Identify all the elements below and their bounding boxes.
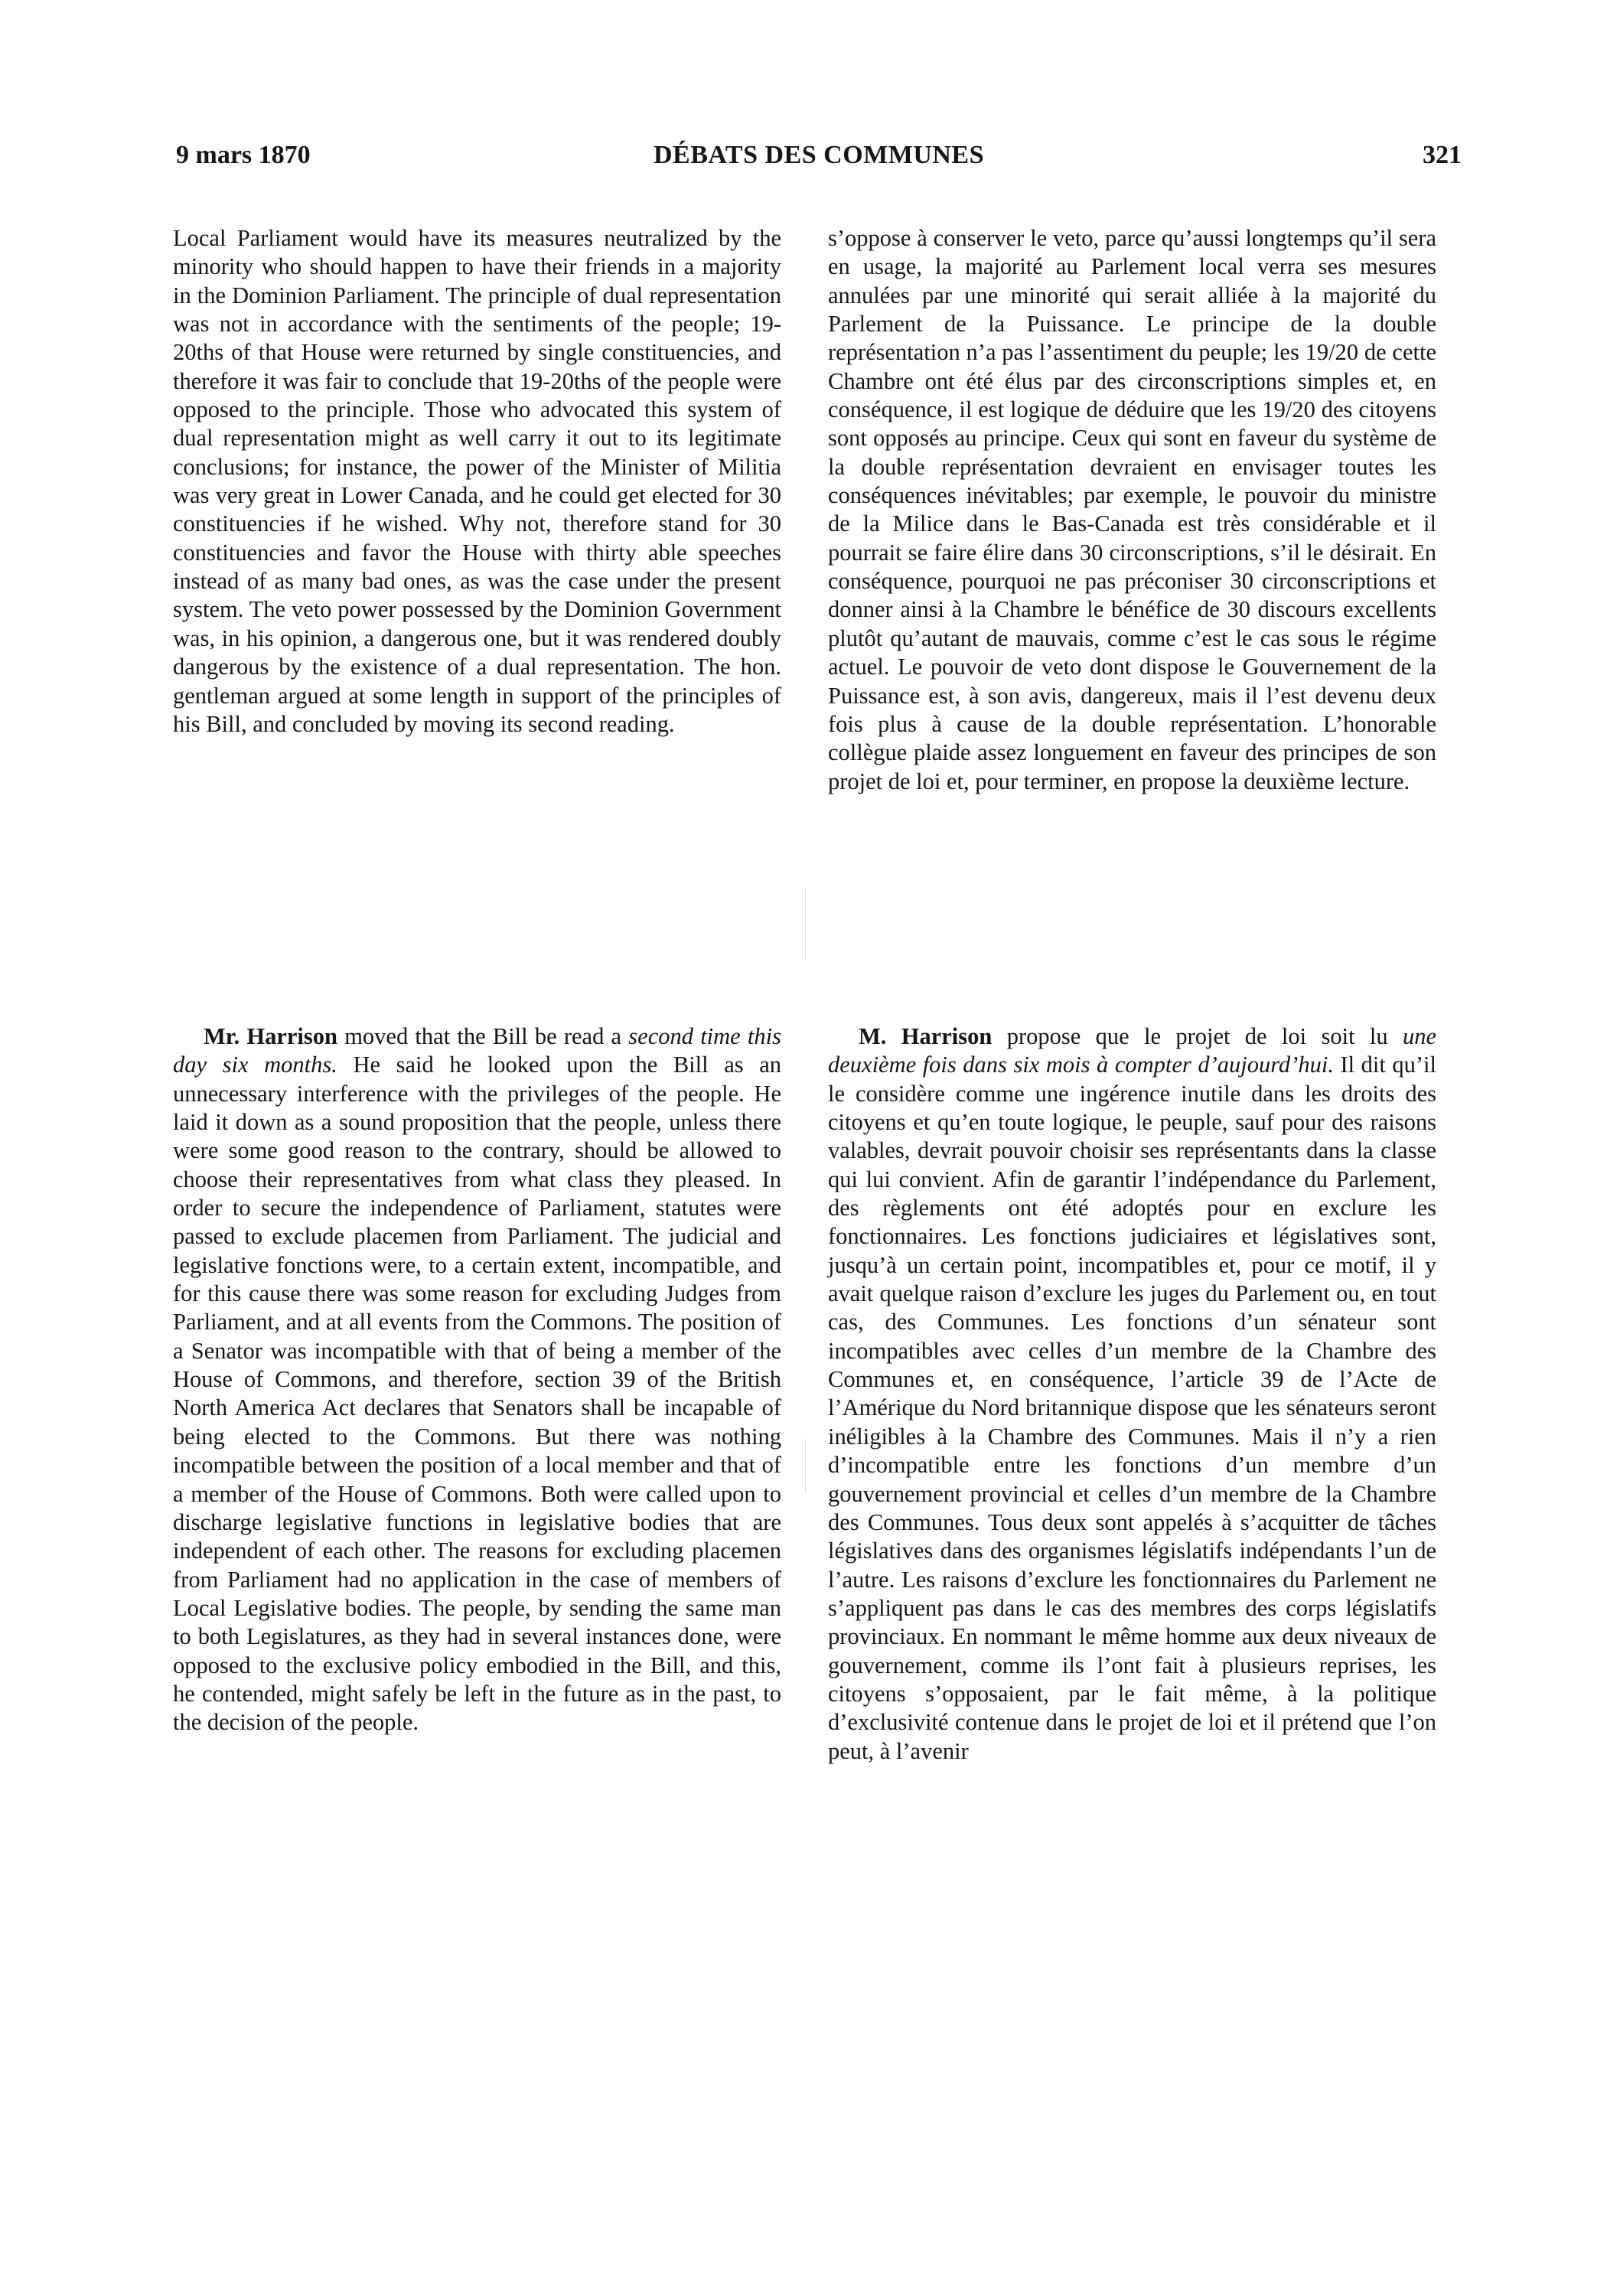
- english-column-bottom: [173, 1022, 781, 1737]
- english-column-top: [173, 224, 781, 739]
- speaker-name: Mr. Harrison: [204, 1023, 337, 1049]
- french-paragraph: [828, 1022, 1436, 1766]
- english-paragraph: [173, 1022, 781, 1737]
- header-title: DÉBATS DES COMMUNES: [653, 141, 985, 169]
- column-divider: [805, 1439, 806, 1492]
- paragraph-text: He said he looked upon the Bill as an unnecessary interference with the privileges of the people. He laid it down as a sound proposition that the people, unless there were some good reason to the contrary, should be allowed to choose their representatives from what class they pleased. In order to secure the independence of Parliament, statutes were passed to exclude placemen from Parliament. The judicial and legislative fonctions were, to a certain extent, incompatible, and for this cause there was some reason for excluding Judges from Parliament, and at all events from the Commons. The position of a Senator was incompatible with that of being a member of the House of Commons, and therefore, section 39 of the British North America Act declares that Senators shall be incapable of being elected to the Commons. But there was nothing incompatible between the position of a local member and that of a member of the House of Commons. Both were called upon to discharge legislative functions in legislative bodies that are independent of each other. The reasons for excluding placemen from Parliament had no application in the case of members of Local Legislative bodies. The people, by sending the same man to both Legislatures, as they had in several instances done, were opposed to the exclusive policy embodied in the Bill, and this, he contended, might safely be left in the future as in the past, to the decision of the people.: [173, 1052, 781, 1736]
- motion-text: second time this day six months.: [173, 1023, 781, 1078]
- motion-text: une deuxième fois dans six mois à compter d’aujourd’hui.: [828, 1023, 1436, 1078]
- speaker-name: M. Harrison: [859, 1023, 993, 1049]
- paragraph-text: moved that the Bill be read a: [337, 1023, 629, 1049]
- page-header: [176, 136, 1462, 176]
- french-column-top: [828, 224, 1436, 796]
- column-divider: [805, 888, 806, 960]
- french-paragraph: s’oppose à conserver le veto, parce qu’aussi longtemps qu’il sera en usage, la majorité au Parlement local verra ses mesures annulées par une minorité qui serait alliée à la majorité du Parlement de la Puissance. Le principe de la double représentation n’a pas l’assentiment du peuple; les 19/20 de cette Chambre ont été élus par des circonscriptions simples et, en conséquence, il est logique de déduire que les 19/20 des citoyens sont opposés au principe. Ceux qui sont en faveur du système de la double représentation devraient en envisager toutes les conséquences inévitables; par exemple, le pouvoir du ministre de la Milice dans le Bas-Canada est très considérable et il pourrait se faire élire dans 30 circonscriptions, s’il le désirait. En conséquence, pourquoi ne pas préconiser 30 circonscriptions et donner ainsi à la Chambre le bénéfice de 30 discours excellents plutôt qu’autant de mauvais, comme c’est le cas sous le régime actuel. Le pouvoir de veto dont dispose le Gouvernement de la Puissance est, à son avis, dangereux, mais il l’est devenu deux fois plus à cause de la double représentation. L’honorable collègue plaide assez longuement en faveur des principes de son projet de loi et, pour terminer, en propose la deuxième lecture.: [828, 225, 1436, 794]
- paragraph-text: propose que le projet de loi soit lu: [992, 1023, 1403, 1049]
- paragraph-text: Il dit qu’il le considère comme une ingérence inutile dans les droits des citoyens et qu’en toute logique, le peuple, sauf pour des raisons valables, devrait pouvoir choisir ses représentants dans la classe qui lui convient. Afin de garantir l’indépendance du Parlement, des règlements ont été adoptés pour en exclure les fonctionnaires. Les fonctions judiciaires et législatives sont, jusqu’à un certain point, incompatibles et, pour ce motif, il y avait quelque raison d’exclure les juges du Parlement ou, en tout cas, des Communes. Les fonctions d’un sénateur sont incompatibles avec celles d’un membre de la Chambre des Communes et, en conséquence, l’article 39 de l’Acte de l’Amérique du Nord britannique dispose que les sénateurs seront inéligibles à la Chambre des Communes. Mais il n’y a rien d’incompatible entre les fonctions d’un membre d’un gouvernement provincial et celles d’un membre de la Chambre des Communes. Tous deux sont appelés à s’acquitter de tâches législatives dans des organismes législatifs indépendants l’un de l’autre. Les raisons d’exclure les fonctionnaires du Parlement ne s’appliquent pas dans le cas des membres des corps législatifs provinciaux. En nommant le même homme aux deux niveaux de gouvernement, comme ils l’ont fait à plusieurs reprises, les citoyens s’opposaient, par le fait même, à la politique d’exclusivité contenue dans le projet de loi et il prétend que l’on peut, à l’avenir: [828, 1052, 1437, 1764]
- english-paragraph: Local Parliament would have its measures neutralized by the minority who should happen to have their friends in a majority in the Dominion Parliament. The principle of dual representation was not in accordance with the sentiments of the people; 19-20ths of that House were returned by single constituencies, and therefore it was fair to conclude that 19-20ths of the people were opposed to the principle. Those who advocated this system of dual representation might as well carry it out to its legitimate conclusions; for instance, the power of the Minister of Militia was very great in Lower Canada, and he could get elected for 30 constituencies if he wished. Why not, therefore stand for 30 constituencies and favor the House with thirty able speeches instead of as many bad ones, as was the case under the present system. The veto power possessed by the Dominion Government was, in his opinion, a dangerous one, but it was rendered doubly dangerous by the existence of a dual representation. The hon. gentleman argued at some length in support of the principles of his Bill, and concluded by moving its second reading.: [173, 225, 781, 737]
- header-date: 9 mars 1870: [176, 141, 311, 169]
- french-column-bottom: [828, 1022, 1436, 1766]
- page-number: 321: [1423, 141, 1462, 169]
